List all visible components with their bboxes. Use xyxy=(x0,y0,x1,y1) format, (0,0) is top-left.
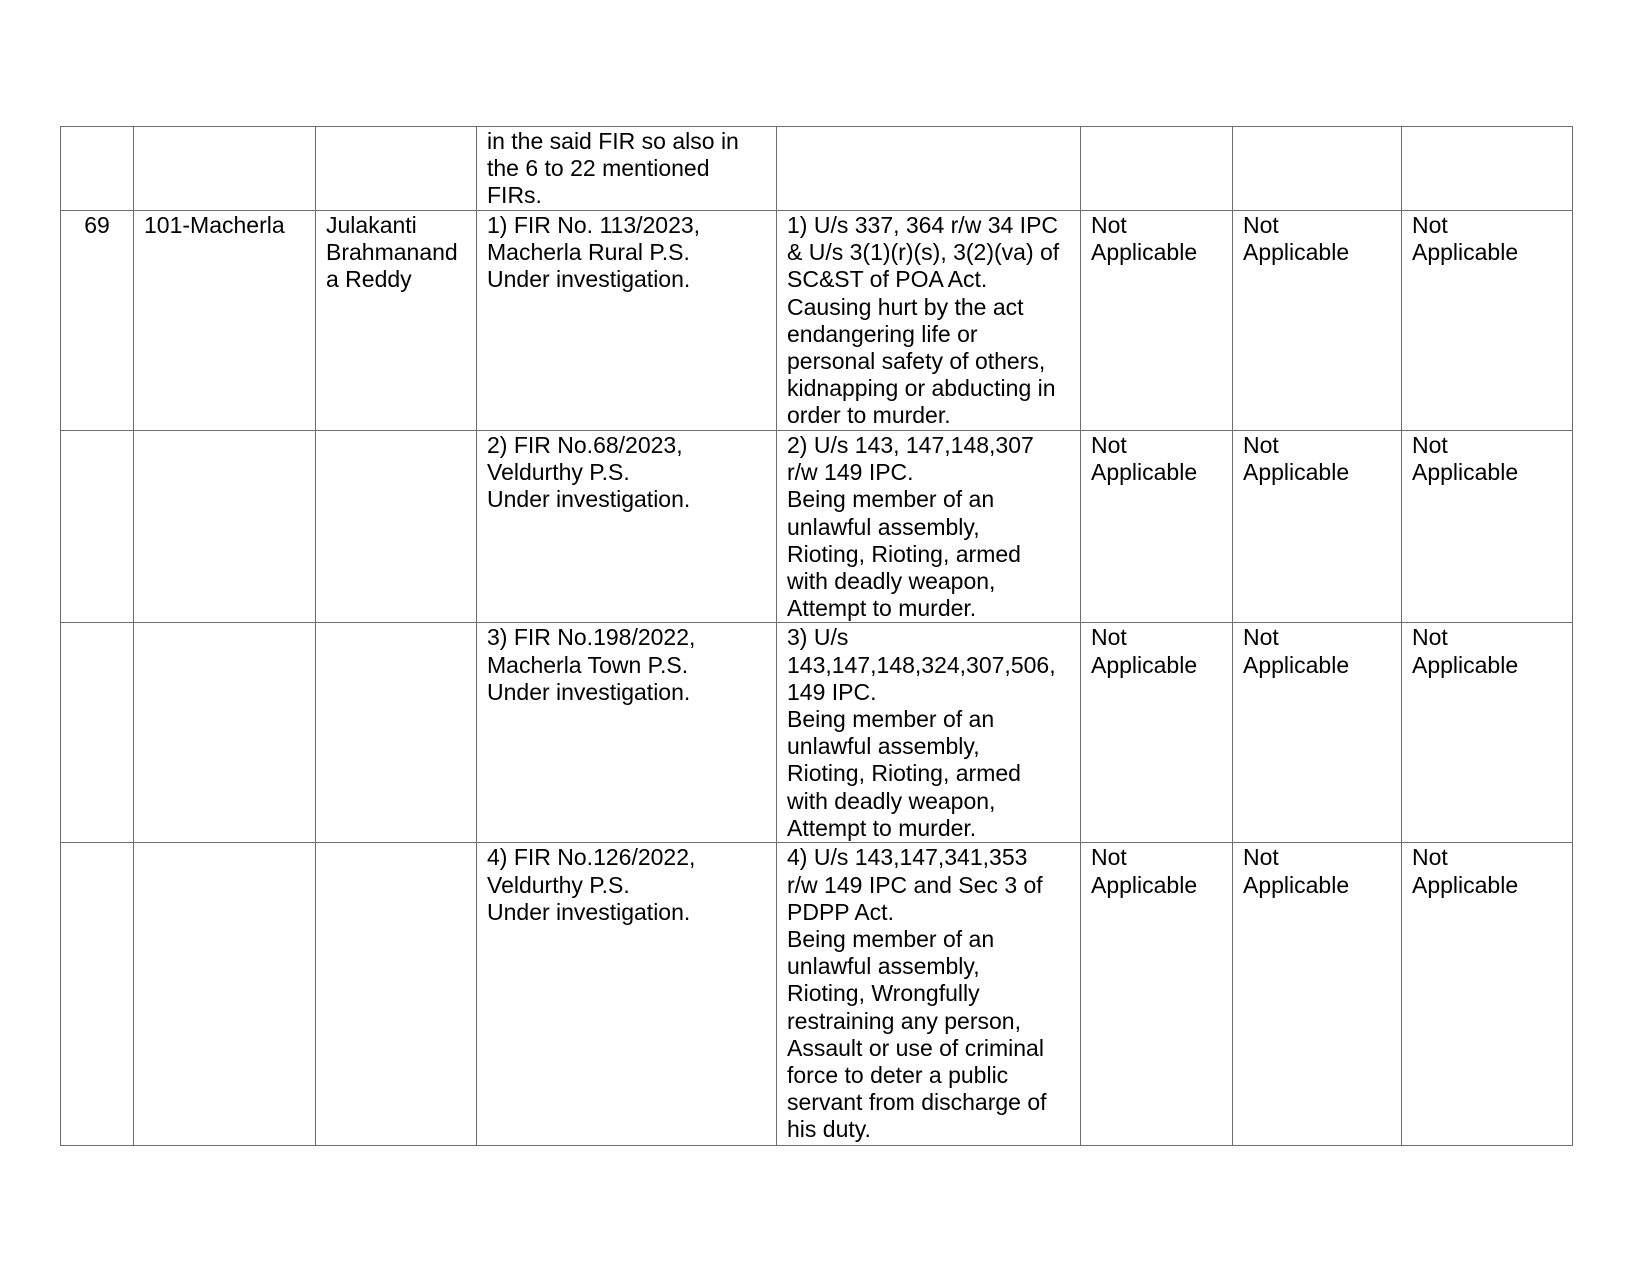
fir-details-cell: 1) FIR No. 113/2023, Macherla Rural P.S. Under investigation. xyxy=(477,211,777,431)
fir-details-cell: 4) FIR No.126/2022, Veldurthy P.S. Under investigation. xyxy=(477,843,777,1146)
applicability-cell xyxy=(1233,127,1402,211)
serial-number-cell xyxy=(61,623,134,843)
applicability-cell: Not Applicable xyxy=(1233,431,1402,623)
fir-details-cell: in the said FIR so also in the 6 to 22 mentioned FIRs. xyxy=(477,127,777,211)
applicability-cell: Not Applicable xyxy=(1402,431,1573,623)
table-row xyxy=(61,431,1573,623)
sections-cell: 1) U/s 337, 364 r/w 34 IPC & U/s 3(1)(r)(s), 3(2)(va) of SC&ST of POA Act. Causing hurt by the act endangering life or personal safety of others, kidnapping or abducting in order to murder. xyxy=(777,211,1081,431)
candidate-name-cell xyxy=(316,431,477,623)
serial-number-cell xyxy=(61,127,134,211)
candidate-name-cell xyxy=(316,127,477,211)
applicability-cell: Not Applicable xyxy=(1233,211,1402,431)
constituency-cell xyxy=(134,127,316,211)
constituency-cell xyxy=(134,623,316,843)
applicability-cell: Not Applicable xyxy=(1402,623,1573,843)
sections-cell: 2) U/s 143, 147,148,307 r/w 149 IPC. Being member of an unlawful assembly, Rioting, Rioting, armed with deadly weapon, Attempt to murder. xyxy=(777,431,1081,623)
sections-cell: 3) U/s 143,147,148,324,307,506, 149 IPC. Being member of an unlawful assembly, Rioting, Rioting, armed with deadly weapon, Attempt to murder. xyxy=(777,623,1081,843)
applicability-cell xyxy=(1081,127,1233,211)
applicability-cell: Not Applicable xyxy=(1233,843,1402,1146)
applicability-cell: Not Applicable xyxy=(1402,843,1573,1146)
constituency-cell xyxy=(134,431,316,623)
applicability-cell: Not Applicable xyxy=(1081,431,1233,623)
applicability-cell: Not Applicable xyxy=(1402,211,1573,431)
sections-cell xyxy=(777,127,1081,211)
fir-details-table xyxy=(60,126,1573,1146)
applicability-cell: Not Applicable xyxy=(1081,623,1233,843)
applicability-cell xyxy=(1402,127,1573,211)
applicability-cell: Not Applicable xyxy=(1081,843,1233,1146)
table-row xyxy=(61,623,1573,843)
serial-number-cell: 69 xyxy=(61,211,134,431)
constituency-cell: 101-Macherla xyxy=(134,211,316,431)
candidate-name-cell: Julakanti Brahmanand a Reddy xyxy=(316,211,477,431)
sections-cell: 4) U/s 143,147,341,353 r/w 149 IPC and Sec 3 of PDPP Act. Being member of an unlawful assembly, Rioting, Wrongfully restraining any person, Assault or use of criminal force to deter a public servant from discharge of his duty. xyxy=(777,843,1081,1146)
candidate-name-cell xyxy=(316,623,477,843)
table-row xyxy=(61,843,1573,1146)
serial-number-cell xyxy=(61,431,134,623)
applicability-cell: Not Applicable xyxy=(1233,623,1402,843)
table-row xyxy=(61,127,1573,211)
applicability-cell: Not Applicable xyxy=(1081,211,1233,431)
serial-number-cell xyxy=(61,843,134,1146)
fir-details-cell: 3) FIR No.198/2022, Macherla Town P.S. Under investigation. xyxy=(477,623,777,843)
table-row xyxy=(61,211,1573,431)
candidate-name-cell xyxy=(316,843,477,1146)
fir-details-cell: 2) FIR No.68/2023, Veldurthy P.S. Under investigation. xyxy=(477,431,777,623)
constituency-cell xyxy=(134,843,316,1146)
